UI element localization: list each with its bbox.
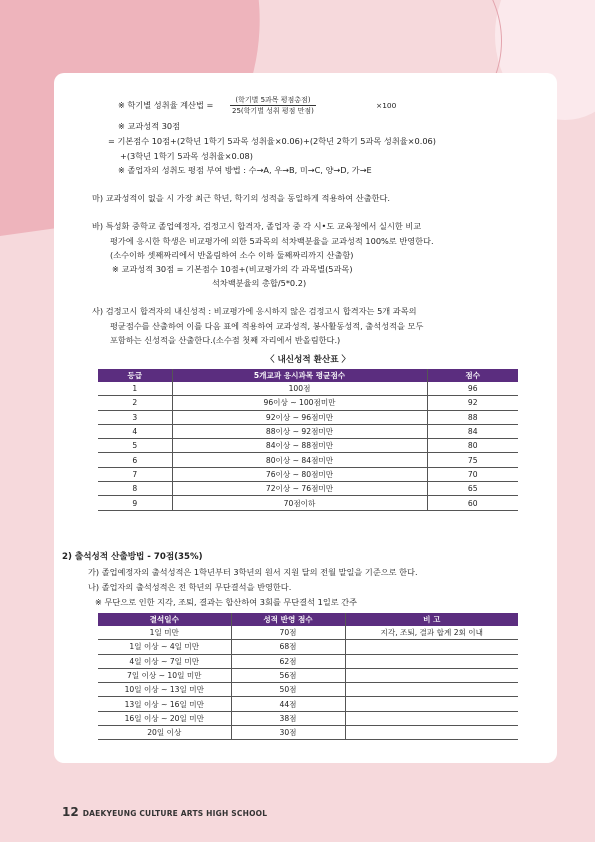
table-cell: 68점: [231, 640, 345, 654]
table-cell: [345, 711, 518, 725]
table-row: [98, 697, 518, 711]
formula-numerator: (학기별 5과목 평점총점): [230, 95, 316, 106]
table-cell: 2: [98, 396, 172, 410]
text-line: 가) 졸업예정자의 출석성적은 1학년부터 3학년의 원서 지원 달의 전월 말일을 기준으로 한다.: [88, 567, 418, 577]
table-cell: 75: [427, 453, 518, 467]
text-line: 평균점수를 산출하여 이를 다음 표에 적용하여 교과성적, 봉사활동성적, 출석성적을 모두: [110, 321, 424, 331]
table-cell: 84: [427, 424, 518, 438]
table-row: [98, 482, 518, 496]
table-cell: 지각, 조퇴, 결과 합계 2회 이내: [345, 626, 518, 640]
table-cell: 60: [427, 496, 518, 510]
table-cell: 1: [98, 382, 172, 396]
table-cell: 100점: [172, 382, 427, 396]
table-row: [98, 496, 518, 510]
table-cell: 7일 이상 ~ 10일 미만: [98, 668, 231, 682]
page-number: 12: [62, 805, 79, 819]
school-name: DAEKYEUNG CULTURE ARTS HIGH SCHOOL: [82, 809, 268, 818]
text-line: 평가에 응시한 학생은 비교평가에 의한 5과목의 석차백분율을 교과성적 100%로 반영한다.: [110, 236, 434, 246]
table-cell: 80: [427, 439, 518, 453]
table-cell: 10일 이상 ~ 13일 미만: [98, 683, 231, 697]
column-header: 등급: [98, 369, 172, 382]
text-line: 바) 특성화 중학교 졸업예정자, 검정고시 합격자, 졸업자 중 각 시•도 교육청에서 실시한 비교: [92, 221, 422, 231]
column-header: 점수: [427, 369, 518, 382]
table-cell: [345, 640, 518, 654]
table-cell: 5: [98, 439, 172, 453]
table1-title: 〈 내신성적 환산표 〉: [265, 355, 351, 365]
text-line: 석차백분율의 총합/5*0.2): [212, 278, 307, 288]
column-header: 비 고: [345, 613, 518, 626]
table-row: [98, 396, 518, 410]
table-cell: 3: [98, 410, 172, 424]
table-row: [98, 640, 518, 654]
table-cell: 70점: [231, 626, 345, 640]
table-row: [98, 711, 518, 725]
table-cell: 84이상 ~ 88점미만: [172, 439, 427, 453]
table-row: [98, 683, 518, 697]
table-cell: [345, 697, 518, 711]
text-line: 포함하는 신성적을 산출한다.(소수점 첫째 자리에서 반올림한다.): [110, 335, 341, 345]
text-line: (소수이하 셋째짜리에서 반올림하여 소수 이하 둘째짜리까지 산출함): [110, 250, 354, 260]
text-line: 마) 교과성적이 없을 시 가장 최근 학년, 학기의 성적을 동일하게 적용하여 산출한다.: [92, 193, 391, 203]
formula-fraction: [230, 95, 316, 116]
section2-heading: 2) 출석성적 산출방법 - 70점(35%): [62, 552, 203, 562]
table-cell: 7: [98, 467, 172, 481]
formula-label: ※ 학기별 성취율 계산법 =: [118, 100, 214, 110]
table-row: [98, 726, 518, 740]
table-cell: 4: [98, 424, 172, 438]
table-cell: 1일 미만: [98, 626, 231, 640]
table-row: [98, 668, 518, 682]
column-header: 성적 반영 점수: [231, 613, 345, 626]
table-cell: 70: [427, 467, 518, 481]
table-row: [98, 424, 518, 438]
table-cell: 88이상 ~ 92점미만: [172, 424, 427, 438]
table-cell: 50점: [231, 683, 345, 697]
table-header-row: [98, 613, 518, 626]
table-cell: [345, 654, 518, 668]
table-cell: 76이상 ~ 80점미만: [172, 467, 427, 481]
table-cell: 96이상 ~ 100점미만: [172, 396, 427, 410]
table-cell: 8: [98, 482, 172, 496]
table-cell: [345, 726, 518, 740]
table-row: [98, 410, 518, 424]
text-line: +(3학년 1학기 5과목 성취율×0.08): [120, 151, 253, 161]
table-cell: 70점이하: [172, 496, 427, 510]
table-row: [98, 439, 518, 453]
table-cell: [345, 668, 518, 682]
grade-conversion-table: [98, 369, 518, 511]
table-cell: 6: [98, 453, 172, 467]
text-line: ※ 무단으로 인한 지각, 조퇴, 결과는 합산하여 3회를 무단결석 1일로 간주: [95, 597, 358, 607]
table-cell: 1일 이상 ~ 4일 미만: [98, 640, 231, 654]
page-footer: [62, 805, 267, 819]
table-cell: 72이상 ~ 76점미만: [172, 482, 427, 496]
text-line: 나) 졸업자의 출석성적은 전 학년의 무단결석을 반영한다.: [88, 582, 292, 592]
table-cell: 96: [427, 382, 518, 396]
table-cell: [345, 683, 518, 697]
table-cell: 65: [427, 482, 518, 496]
table-cell: 80이상 ~ 84점미만: [172, 453, 427, 467]
column-header: 결석일수: [98, 613, 231, 626]
table-row: [98, 453, 518, 467]
table-row: [98, 626, 518, 640]
column-header: 5개교과 응시과목 평균점수: [172, 369, 427, 382]
table-cell: 92: [427, 396, 518, 410]
table-cell: 30점: [231, 726, 345, 740]
table-row: [98, 467, 518, 481]
table-header-row: [98, 369, 518, 382]
table-row: [98, 382, 518, 396]
table-cell: 38점: [231, 711, 345, 725]
text-line: ※ 교과성적 30점 = 기본점수 10점+(비교평가의 각 과목별(5과목): [112, 264, 353, 274]
text-line: ※ 졸업자의 성취도 평점 부여 방법 : 수→A, 우→B, 미→C, 양→D, 가→E: [118, 165, 372, 175]
table-cell: 4일 이상 ~ 7일 미만: [98, 654, 231, 668]
text-line: 사) 검정고시 합격자의 내신성적 : 비교평가에 응시하지 않은 검정고시 합격자는 5개 과목의: [92, 306, 417, 316]
text-line: ※ 교과성적 30점: [118, 121, 181, 131]
formula-denominator: 25(학기별 성취 평점 만점): [232, 107, 314, 115]
table-row: [98, 654, 518, 668]
table-cell: 13일 이상 ~ 16일 미만: [98, 697, 231, 711]
table-cell: 92이상 ~ 96점미만: [172, 410, 427, 424]
table-cell: 16일 이상 ~ 20일 미만: [98, 711, 231, 725]
text-line: = 기본점수 10점+(2학년 1학기 5과목 성취율×0.06)+(2학년 2학기 5과목 성취율×0.06): [108, 136, 436, 146]
table-cell: 9: [98, 496, 172, 510]
table-cell: 62점: [231, 654, 345, 668]
attendance-table: [98, 613, 518, 740]
table-cell: 44점: [231, 697, 345, 711]
table-cell: 88: [427, 410, 518, 424]
formula-multiplier: ×100: [376, 101, 397, 110]
table-cell: 20일 이상: [98, 726, 231, 740]
table-cell: 56점: [231, 668, 345, 682]
